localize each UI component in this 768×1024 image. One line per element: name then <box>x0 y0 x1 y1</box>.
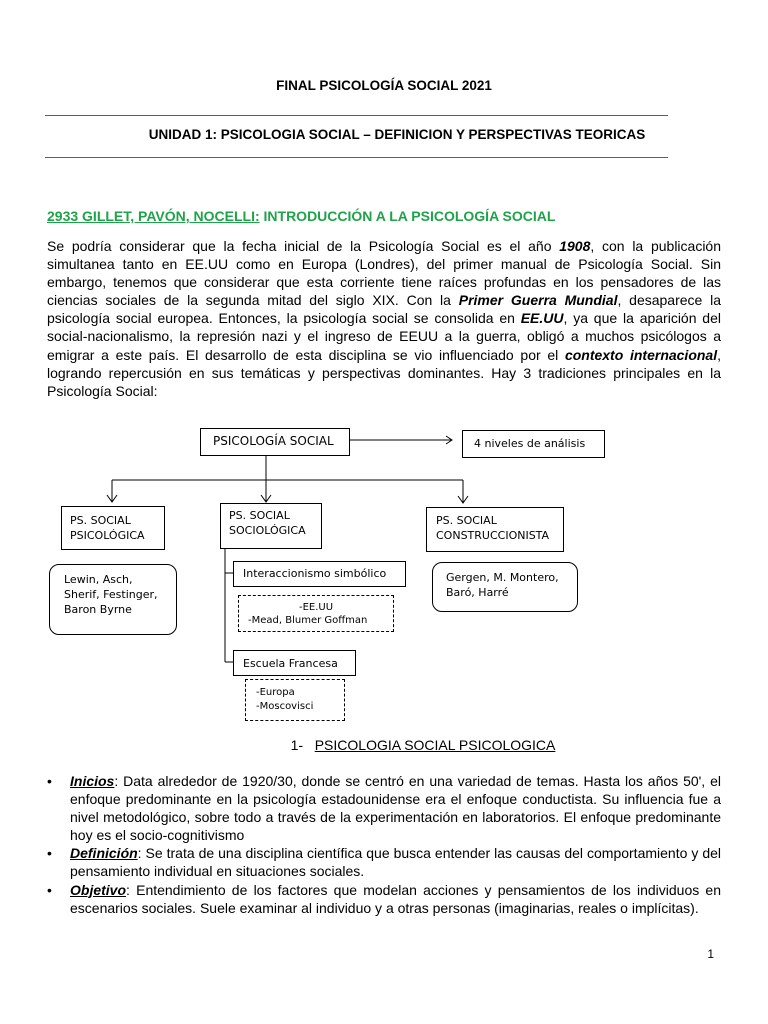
list-item: • Inicios: Data alrededor de 1920/30, donde se centró en una variedad de temas. Hasta los años 50', el enfoque predominante en la psicología estadounidense era el enfoque conductista. Su influencia fue a nivel metodológico, sobre todo a través de la experimentación en laboratorios. El enfoque predominante hoy es el socio-cognitivismo <box>47 773 721 844</box>
box-ps-social-sociologica: PS. SOCIAL SOCIOLÓGICA <box>220 503 322 549</box>
list-item: • Objetivo: Entendimiento de los factores que modelan acciones y pensamientos de los individuos en escenarios sociales. Suele examinar al individuo y a otras personas (imaginarias, reales o implícitas). <box>47 881 721 916</box>
heading-text: PSICOLOGIA SOCIAL PSICOLOGICA <box>314 737 556 753</box>
list-item: • Definición: Se trata de una disciplina científica que busca entender las causas del comportamiento y del pensamiento individual en situaciones sociales. <box>47 845 721 880</box>
intro-paragraph: Se podría considerar que la fecha inicial de la Psicología Social es el año 1908, con la publicación simultanea tanto en EE.UU como en Europa (Londres), del primer manual de Psicología Social. Sin embargo, tenemos que considerar que esta corriente tiene raíces profundas en los pensadores de las ciencias sociales de la segunda mitad del siglo XIX. Con la Primer Guerra Mundial, desaparece la psicología social europea. Entonces, la psicología social se consolida en EE.UU, ya que la aparición del social-nacionalismo, la represión nazi y el ingreso de EEUU a la guerra, obligó a muchos psicólogos a emigrar a este país. El desarrollo de esta disciplina se vio influenciado por el contexto internacional, logrando repercusión en sus temáticas y perspectivas dominantes. Hay 3 tradiciones principales en la Psicología Social: <box>47 238 722 399</box>
unit-title: UNIDAD 1: PSICOLOGIA SOCIAL – DEFINICION Y PERSPECTIVAS TEORICAS <box>148 127 646 142</box>
heading-psicologia-social-psicologica <box>0 737 768 753</box>
box-interaccionismo-simbolico: Interaccionismo simbólico <box>233 561 406 587</box>
box-ps-social-construccionista: PS. SOCIAL CONSTRUCCIONISTA <box>426 507 564 552</box>
box-construccionista-authors: Gergen, M. Montero, Baró, Harré <box>432 562 578 612</box>
heading-number: 1- <box>290 737 304 753</box>
box-ps-social-psicologica: PS. SOCIAL PSICOLÓGICA <box>61 506 165 550</box>
box-escuela-francesa: Escuela Francesa <box>233 650 356 676</box>
box-francesa-notes: -Europa -Moscovisci <box>245 679 345 721</box>
root-box-psicologia-social: PSICOLOGÍA SOCIAL <box>200 428 350 456</box>
section-title: INTRODUCCIÓN A LA PSICOLOGÍA SOCIAL <box>259 208 556 224</box>
box-psicologica-authors: Lewin, Asch, Sherif, Festinger, Baron Byrne <box>49 564 177 635</box>
box-interaccionismo-notes: -EE.UU -Mead, Blumer Goffman <box>238 595 394 632</box>
page-number: 1 <box>707 947 714 961</box>
document-title: FINAL PSICOLOGÍA SOCIAL 2021 <box>276 78 492 93</box>
bullet-list <box>47 772 721 917</box>
section-code: 2933 GILLET, PAVÓN, NOCELLI: <box>47 208 260 224</box>
levels-box: 4 niveles de análisis <box>462 430 605 458</box>
